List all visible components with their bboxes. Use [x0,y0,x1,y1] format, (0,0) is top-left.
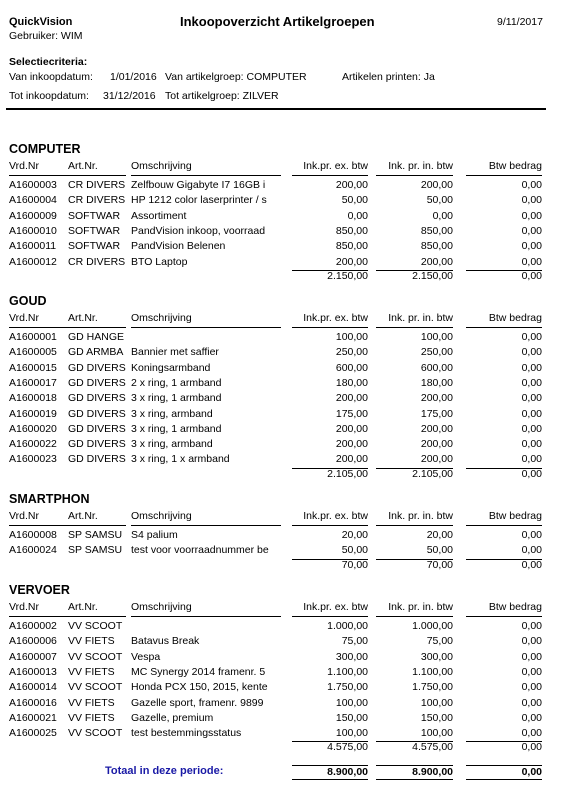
column-header-price-in: Ink. pr. in. btw [388,312,453,324]
column-header-underline [376,175,453,176]
cell-price-ex: 50,00 [341,544,368,557]
grand-total-btw: 0,00 [521,766,542,778]
table-row [0,240,565,255]
table-row [0,666,565,681]
cell-art-nr: GD DIVERS [68,376,126,389]
table-row [0,210,565,225]
subtotal-row [0,270,565,285]
cell-art-nr: GD HANGE [68,331,125,343]
subtotal-row [0,468,565,483]
column-header-underline [9,525,126,526]
cell-price-ex: 1.000,00 [327,620,368,632]
cell-description: Gazelle, premium [131,711,214,724]
cell-art-nr: CR DIVERS [68,255,126,268]
cell-art-nr: VV SCOOT [68,681,123,694]
cell-btw: 0,00 [521,240,542,253]
cell-vrd-nr: A1600003 [9,179,57,191]
table-row [0,620,565,635]
cell-vrd-nr: A1600001 [9,331,57,343]
cell-price-ex: 300,00 [335,650,368,663]
from-date-label: Van inkoopdatum: [9,71,93,83]
cell-vrd-nr: A1600009 [9,209,57,222]
cell-btw: 0,00 [521,407,542,420]
cell-btw: 0,00 [521,544,542,557]
subtotal-ex: 4.575,00 [327,741,368,753]
cell-price-in: 180,00 [420,376,453,389]
cell-price-ex: 850,00 [335,224,368,237]
cell-vrd-nr: A1600021 [9,711,57,724]
subtotal-in: 70,00 [426,559,453,571]
column-header-underline [376,327,453,328]
table-row [0,423,565,438]
cell-btw: 0,00 [521,727,542,740]
cell-description: 3 x ring, 1 armband [131,392,222,405]
cell-price-in: 200,00 [420,438,453,451]
cell-btw: 0,00 [521,620,542,632]
cell-btw: 0,00 [521,681,542,694]
column-header-price-ex: Ink.pr. ex. btw [303,510,368,522]
cell-description: Vespa [131,650,161,663]
subtotal-ex: 70,00 [341,559,368,571]
cell-price-in: 200,00 [420,392,453,405]
cell-art-nr: CR DIVERS [68,194,126,207]
cell-btw: 0,00 [521,194,542,207]
cell-art-nr: VV FIETS [68,635,115,648]
criteria-heading: Selectiecriteria: [9,56,88,68]
cell-price-ex: 200,00 [335,392,368,405]
cell-description: test voor voorraadnummer be [131,544,269,557]
grand-total-ex: 8.900,00 [327,766,368,778]
cell-art-nr: VV FIETS [68,696,115,709]
column-header-description: Omschrijving [131,510,192,522]
cell-price-ex: 200,00 [335,422,368,435]
cell-price-in: 1.000,00 [412,620,453,632]
column-header-underline [292,616,368,617]
cell-vrd-nr: A1600008 [9,529,57,541]
table-row [0,681,565,696]
cell-price-in: 1.750,00 [412,681,453,694]
column-header-art: Art.Nr. [68,312,98,324]
subtotal-btw: 0,00 [521,559,542,571]
column-header-art: Art.Nr. [68,601,98,613]
cell-art-nr: VV FIETS [68,665,115,678]
cell-price-ex: 50,00 [341,194,368,207]
cell-price-in: 150,00 [420,711,453,724]
column-header-underline [466,327,542,328]
column-header-underline [131,175,281,176]
column-header-underline [9,616,126,617]
cell-description: Gazelle sport, framenr. 9899 [131,696,264,709]
cell-price-ex: 150,00 [335,711,368,724]
table-row [0,438,565,453]
report-title: Inkoopoverzicht Artikelgroepen [180,14,375,29]
cell-btw: 0,00 [521,346,542,359]
cell-btw: 0,00 [521,453,542,466]
column-header-underline [466,525,542,526]
cell-btw: 0,00 [521,179,542,191]
table-row [0,529,565,544]
column-header-underline [131,616,281,617]
table-row [0,362,565,377]
cell-price-ex: 100,00 [335,696,368,709]
cell-price-ex: 175,00 [335,407,368,420]
column-header-btw: Btw bedrag [488,601,542,613]
table-row [0,651,565,666]
cell-art-nr: GD DIVERS [68,361,126,374]
group-title: GOUD [9,294,47,308]
table-row [0,346,565,361]
table-row [0,225,565,240]
cell-description: Honda PCX 150, 2015, kente [131,681,268,694]
column-header-row [0,601,565,616]
column-header-underline [376,616,453,617]
table-row [0,194,565,209]
cell-art-nr: GD DIVERS [68,407,126,420]
subtotal-in: 4.575,00 [412,741,453,753]
column-header-vrd: Vrd.Nr [9,312,39,324]
cell-price-in: 300,00 [420,650,453,663]
cell-price-ex: 100,00 [335,727,368,740]
table-row [0,544,565,559]
cell-btw: 0,00 [521,224,542,237]
cell-vrd-nr: A1600019 [9,407,57,420]
cell-price-in: 50,00 [426,194,453,207]
cell-description: 2 x ring, 1 armband [131,376,222,389]
subtotal-btw: 0,00 [521,468,542,480]
column-header-description: Omschrijving [131,312,192,324]
cell-vrd-nr: A1600022 [9,438,57,451]
cell-vrd-nr: A1600014 [9,681,57,694]
cell-btw: 0,00 [521,711,542,724]
cell-vrd-nr: A1600016 [9,696,57,709]
cell-price-ex: 20,00 [341,529,368,541]
cell-vrd-nr: A1600010 [9,224,57,237]
cell-description: test bestemmingsstatus [131,727,242,740]
cell-price-in: 200,00 [420,422,453,435]
column-header-underline [9,175,126,176]
cell-art-nr: VV SCOOT [68,650,123,663]
cell-art-nr: GD DIVERS [68,392,126,405]
grand-total-underline-ex [292,779,368,780]
subtotal-ex: 2.105,00 [327,468,368,480]
table-row [0,377,565,392]
grand-total-in: 8.900,00 [412,766,453,778]
cell-price-ex: 180,00 [335,376,368,389]
subtotal-btw: 0,00 [521,270,542,282]
subtotal-btw: 0,00 [521,741,542,753]
subtotal-in: 2.150,00 [412,270,453,282]
column-header-price-ex: Ink.pr. ex. btw [303,160,368,172]
cell-vrd-nr: A1600012 [9,255,57,268]
cell-price-in: 250,00 [420,346,453,359]
cell-btw: 0,00 [521,422,542,435]
cell-price-ex: 0,00 [347,209,368,222]
table-row [0,331,565,346]
cell-art-nr: SOFTWAR [68,240,121,253]
subtotal-row [0,559,565,574]
company-name: QuickVision [9,16,73,28]
cell-price-in: 850,00 [420,240,453,253]
column-header-btw: Btw bedrag [488,510,542,522]
column-header-underline [9,327,126,328]
cell-btw: 0,00 [521,635,542,648]
cell-price-ex: 600,00 [335,361,368,374]
cell-price-in: 100,00 [420,331,453,343]
cell-art-nr: GD DIVERS [68,453,126,466]
cell-price-ex: 200,00 [335,255,368,268]
cell-vrd-nr: A1600017 [9,376,57,389]
column-header-underline [292,175,368,176]
to-date-value: 31/12/2016 [103,90,156,102]
from-date-value: 1/01/2016 [110,71,157,83]
column-header-underline [292,525,368,526]
column-header-underline [466,175,542,176]
cell-art-nr: VV SCOOT [68,727,123,740]
cell-art-nr: SP SAMSU [68,529,123,541]
table-row [0,408,565,423]
cell-description: Koningsarmband [131,361,211,374]
cell-btw: 0,00 [521,331,542,343]
from-group: Van artikelgroep: COMPUTER [165,71,307,83]
cell-price-in: 75,00 [426,635,453,648]
group-title: COMPUTER [9,142,81,156]
cell-btw: 0,00 [521,665,542,678]
cell-price-in: 0,00 [432,209,453,222]
subtotal-row [0,741,565,756]
cell-price-in: 200,00 [420,453,453,466]
cell-btw: 0,00 [521,392,542,405]
cell-art-nr: CR DIVERS [68,179,126,191]
subtotal-ex: 2.150,00 [327,270,368,282]
cell-vrd-nr: A1600007 [9,650,57,663]
column-header-price-in: Ink. pr. in. btw [388,510,453,522]
cell-description: S4 palium [131,529,178,541]
cell-price-in: 100,00 [420,696,453,709]
cell-price-in: 200,00 [420,179,453,191]
group-title: VERVOER [9,583,70,597]
cell-price-in: 20,00 [426,529,453,541]
subtotal-in: 2.105,00 [412,468,453,480]
grand-total-underline-in [376,779,453,780]
cell-art-nr: VV FIETS [68,711,115,724]
cell-vrd-nr: A1600011 [9,240,57,253]
grand-total-label: Totaal in deze periode: [105,765,224,777]
column-header-underline [131,327,281,328]
cell-price-in: 200,00 [420,255,453,268]
group-title: SMARTPHON [9,492,90,506]
cell-vrd-nr: A1600023 [9,453,57,466]
cell-price-ex: 200,00 [335,179,368,191]
cell-art-nr: GD DIVERS [68,438,126,451]
column-header-row [0,312,565,327]
cell-vrd-nr: A1600015 [9,361,57,374]
cell-vrd-nr: A1600024 [9,544,57,557]
column-header-underline [466,616,542,617]
cell-vrd-nr: A1600013 [9,665,57,678]
table-row [0,727,565,742]
cell-price-ex: 100,00 [335,331,368,343]
cell-vrd-nr: A1600005 [9,346,57,359]
cell-price-ex: 1.100,00 [327,665,368,678]
cell-art-nr: VV SCOOT [68,620,123,632]
cell-price-in: 600,00 [420,361,453,374]
cell-price-in: 850,00 [420,224,453,237]
cell-vrd-nr: A1600018 [9,392,57,405]
cell-art-nr: GD DIVERS [68,422,126,435]
print-articles: Artikelen printen: Ja [342,71,435,83]
column-header-art: Art.Nr. [68,510,98,522]
column-header-vrd: Vrd.Nr [9,510,39,522]
cell-art-nr: SP SAMSU [68,544,123,557]
cell-art-nr: SOFTWAR [68,209,121,222]
table-row [0,635,565,650]
cell-art-nr: SOFTWAR [68,224,121,237]
column-header-price-ex: Ink.pr. ex. btw [303,312,368,324]
cell-vrd-nr: A1600006 [9,635,57,648]
column-header-underline [376,525,453,526]
column-header-underline [292,327,368,328]
cell-description: 3 x ring, armband [131,438,213,451]
cell-description: Zelfbouw Gigabyte I7 16GB i [131,179,266,191]
column-header-art: Art.Nr. [68,160,98,172]
column-header-price-in: Ink. pr. in. btw [388,601,453,613]
to-group: Tot artikelgroep: ZILVER [165,90,279,102]
cell-description: PandVision Belenen [131,240,226,253]
cell-description: 3 x ring, 1 x armband [131,453,230,466]
report-date: 9/11/2017 [497,16,543,28]
cell-price-ex: 200,00 [335,438,368,451]
table-row [0,179,565,194]
cell-description: 3 x ring, armband [131,407,213,420]
header-divider [6,108,546,110]
cell-description: PandVision inkoop, voorraad [131,224,266,237]
user-label: Gebruiker: WIM [9,30,83,42]
cell-btw: 0,00 [521,209,542,222]
cell-description: 3 x ring, 1 armband [131,422,222,435]
column-header-row [0,510,565,525]
cell-btw: 0,00 [521,255,542,268]
column-header-btw: Btw bedrag [488,160,542,172]
cell-vrd-nr: A1600002 [9,620,57,632]
table-row [0,256,565,271]
cell-price-ex: 200,00 [335,453,368,466]
table-row [0,453,565,468]
table-row [0,392,565,407]
cell-description: Batavus Break [131,635,200,648]
cell-price-in: 175,00 [420,407,453,420]
column-header-description: Omschrijving [131,160,192,172]
cell-price-ex: 1.750,00 [327,681,368,694]
column-header-vrd: Vrd.Nr [9,160,39,172]
cell-price-in: 100,00 [420,727,453,740]
cell-price-ex: 850,00 [335,240,368,253]
cell-btw: 0,00 [521,529,542,541]
cell-description: Assortiment [131,209,187,222]
cell-price-in: 50,00 [426,544,453,557]
cell-btw: 0,00 [521,696,542,709]
cell-price-ex: 75,00 [341,635,368,648]
column-header-vrd: Vrd.Nr [9,601,39,613]
column-header-btw: Btw bedrag [488,312,542,324]
column-header-description: Omschrijving [131,601,192,613]
cell-btw: 0,00 [521,361,542,374]
cell-btw: 0,00 [521,438,542,451]
cell-vrd-nr: A1600020 [9,422,57,435]
cell-description: MC Synergy 2014 framenr. 5 [131,665,266,678]
table-row [0,697,565,712]
cell-btw: 0,00 [521,376,542,389]
cell-btw: 0,00 [521,650,542,663]
cell-price-ex: 250,00 [335,346,368,359]
cell-description: HP 1212 color laserprinter / s [131,194,267,207]
cell-price-in: 1.100,00 [412,665,453,678]
column-header-row [0,160,565,175]
cell-vrd-nr: A1600004 [9,194,57,207]
grand-total-underline-btw [466,779,542,780]
table-row [0,712,565,727]
to-date-label: Tot inkoopdatum: [9,90,89,102]
cell-vrd-nr: A1600025 [9,727,57,740]
cell-description: BTO Laptop [131,255,188,268]
column-header-price-ex: Ink.pr. ex. btw [303,601,368,613]
cell-art-nr: GD ARMBA [68,346,124,359]
cell-description: Bannier met saffier [131,346,219,359]
column-header-price-in: Ink. pr. in. btw [388,160,453,172]
column-header-underline [131,525,281,526]
